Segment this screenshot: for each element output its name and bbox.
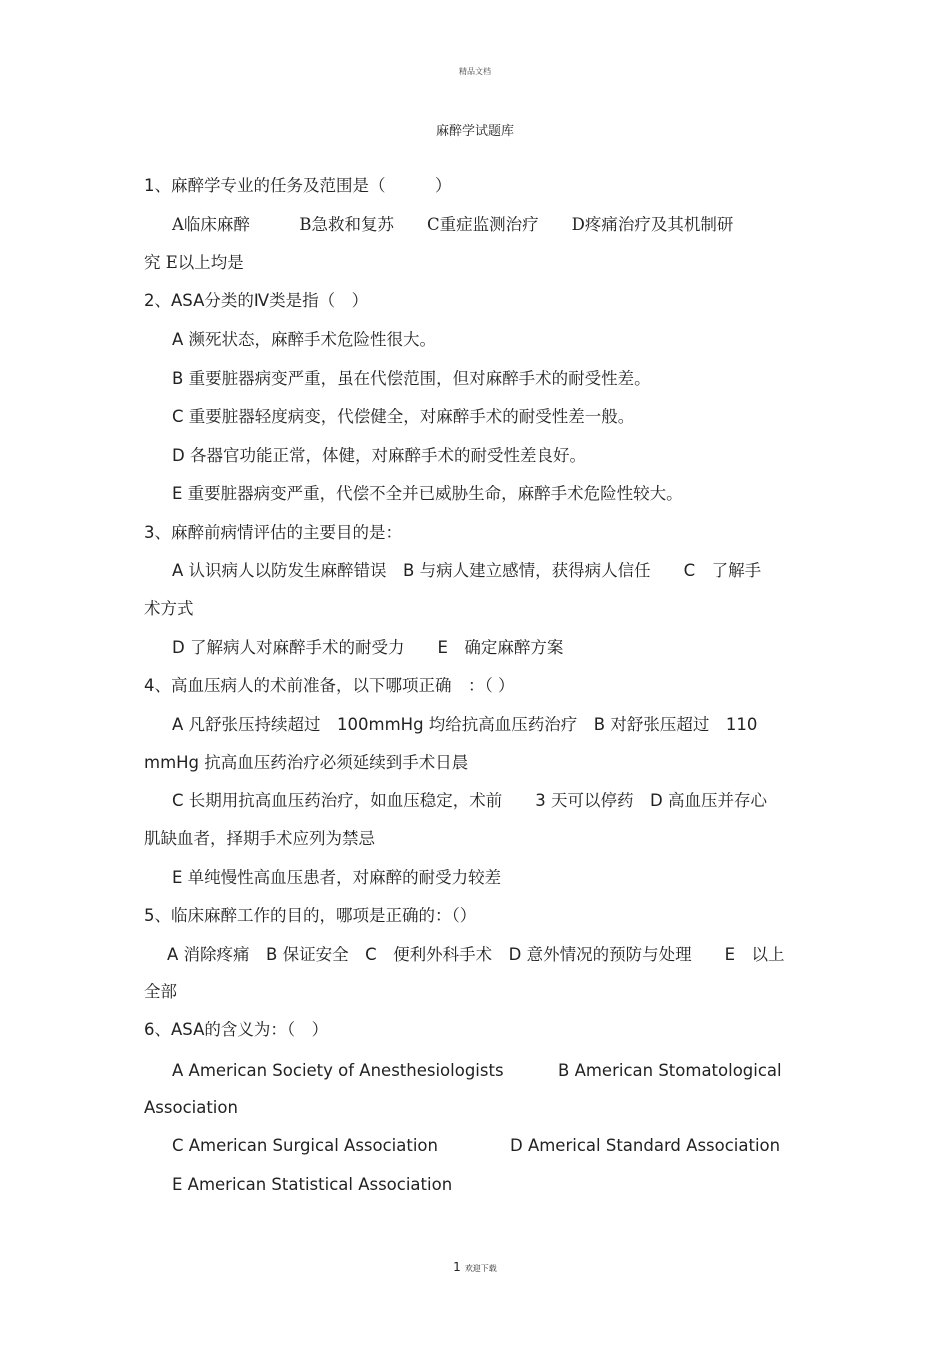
- question-4-stem: 4、高血压病人的术前准备，以下哪项正确 ：（ ）: [144, 676, 515, 695]
- question-2-stem: 2、ASA分类的Ⅳ类是指（ ）: [144, 291, 369, 310]
- question-6-stem: 6、ASA的含义为：（ ）: [144, 1020, 329, 1039]
- question-4-options-line4: 肌缺血者，择期手术应列为禁忌: [144, 829, 375, 848]
- question-4-options-line3: C 长期用抗高血压药治疗，如血压稳定，术前 3 天可以停药 D 高血压并存心: [172, 791, 767, 810]
- page-footer: [0, 1260, 950, 1274]
- footer-note: 欢迎下载: [464, 1264, 497, 1273]
- question-3-options-line3: D 了解病人对麻醉手术的耐受力 E 确定麻醉方案: [172, 638, 564, 657]
- document-title: 麻醉学试题库: [435, 124, 514, 139]
- question-2-option-d: D 各器官功能正常，体健，对麻醉手术的耐受性差良好。: [172, 446, 586, 465]
- question-3-stem: 3、麻醉前病情评估的主要目的是：: [144, 523, 402, 542]
- question-2-option-a: A 濒死状态，麻醉手术危险性很大。: [172, 330, 437, 349]
- question-4-options-line1: A 凡舒张压持续超过 100mmHg 均给抗高血压药治疗 B 对舒张压超过 110: [172, 715, 758, 734]
- question-4-options-line2: mmHg 抗高血压药治疗必须延续到手术日晨: [144, 753, 469, 772]
- question-6-option-b: B American Stomatological: [558, 1061, 782, 1080]
- question-1-options-line2: 究 E以上均是: [144, 253, 244, 272]
- question-6-option-c: C American Surgical Association: [172, 1136, 438, 1155]
- question-1-stem: 1、麻醉学专业的任务及范围是（ ）: [144, 176, 452, 195]
- question-5-stem: 5、临床麻醉工作的目的，哪项是正确的：（）: [144, 906, 477, 925]
- question-4-options-line5: E 单纯慢性高血压患者，对麻醉的耐受力较差: [172, 868, 502, 887]
- question-5-options-line1: A 消除疼痛 B 保证安全 C 便利外科手术 D 意外情况的预防与处理 E 以上: [167, 945, 785, 964]
- question-6-option-d: D Americal Standard Association: [510, 1136, 781, 1155]
- question-2-option-c: C 重要脏器轻度病变，代偿健全，对麻醉手术的耐受性差一般。: [172, 407, 635, 426]
- question-2-option-e: E 重要脏器病变严重，代偿不全并已威胁生命，麻醉手术危险性较大。: [172, 484, 683, 503]
- question-6-option-a: A American Society of Anesthesiologists: [172, 1061, 504, 1080]
- question-5-options-line2: 全部: [144, 982, 177, 1001]
- question-6-option-b-continued: Association: [144, 1098, 238, 1117]
- question-3-options-line2: 术方式: [144, 599, 194, 618]
- question-6-option-e: E American Statistical Association: [172, 1175, 453, 1194]
- question-3-options-line1: A 认识病人以防发生麻醉错误 B 与病人建立感情，获得病人信任 C 了解手: [172, 561, 762, 580]
- header-note: 精品文档: [459, 67, 491, 76]
- page-number: 1: [453, 1260, 461, 1274]
- question-2-option-b: B 重要脏器病变严重，虽在代偿范围，但对麻醉手术的耐受性差。: [172, 369, 651, 388]
- question-1-options-line1: A临床麻醉 B急救和复苏 C重症监测治疗 D疼痛治疗及其机制研: [172, 215, 734, 234]
